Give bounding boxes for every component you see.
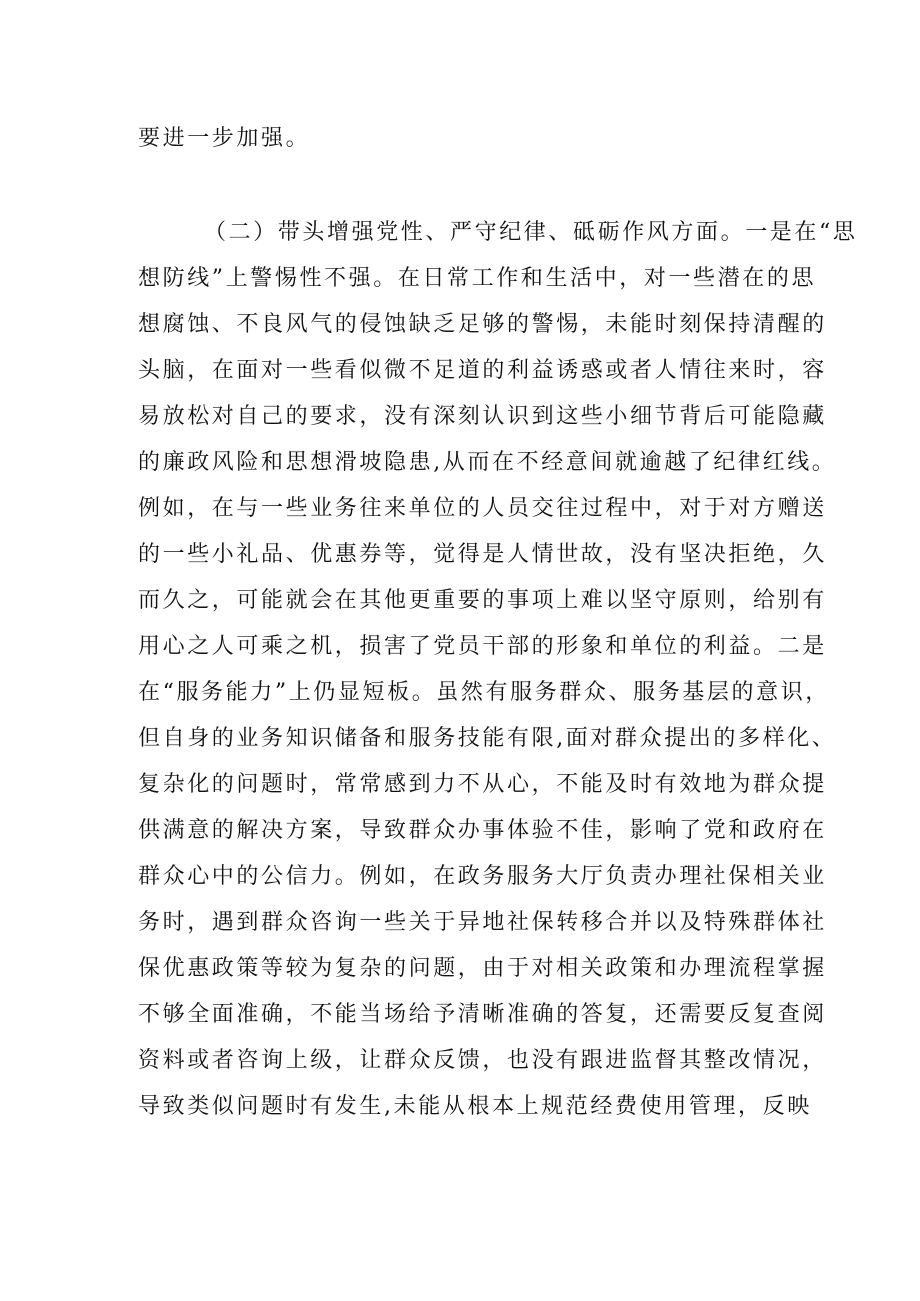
text-line: 群众心中的公信力。例如，在政务服务大厅负责办理社保相关业 [138,864,827,889]
paragraph-discipline-section [138,210,858,1130]
text-line: （二）带头增强党性、严守纪律、砥砺作风方面。一是在“思 [204,220,858,245]
paragraph-continuation [138,116,798,162]
text-line: 而久之，可能就会在其他更重要的事项上难以坚守原则，给别有 [138,588,827,613]
text-line: 不够全面准确，不能当场给予清晰准确的答复，还需要反复查阅 [138,1002,827,1027]
text-line: 要进一步加强。 [138,126,311,151]
text-line: 复杂化的问题时，常常感到力不从心，不能及时有效地为群众提 [138,772,827,797]
text-line: 在“服务能力”上仍显短板。虽然有服务群众、服务基层的意识， [138,680,830,705]
text-line: 的廉政风险和思想滑坡隐患,从而在不经意间就逾越了纪律红线。 [138,450,837,475]
text-line: 务时，遇到群众咨询一些关于异地社保转移合并以及特殊群体社 [138,910,827,935]
text-line: 供满意的解决方案，导致群众办事体验不佳，影响了党和政府在 [138,818,827,843]
text-line: 但自身的业务知识储备和服务技能有限,面对群众提出的多样化、 [138,726,837,751]
text-line: 资料或者咨询上级，让群众反馈，也没有跟进监督其整改情况， [138,1048,827,1073]
text-line: 想腐蚀、不良风气的侵蚀缺乏足够的警惕，未能时刻保持清醒的 [138,312,827,337]
text-line: 头脑，在面对一些看似微不足道的利益诱惑或者人情往来时，容 [138,358,827,383]
text-line: 保优惠政策等较为复杂的问题，由于对相关政策和办理流程掌握 [138,956,827,981]
text-line: 用心之人可乘之机，损害了党员干部的形象和单位的利益。二是 [138,634,827,659]
text-line: 的一些小礼品、优惠券等，觉得是人情世故，没有坚决拒绝，久 [138,542,827,567]
text-line: 易放松对自己的要求，没有深刻认识到这些小细节背后可能隐藏 [138,404,827,429]
text-line: 导致类似问题时有发生,未能从根本上规范经费使用管理，反映 [138,1094,812,1119]
text-line: 想防线”上警惕性不强。在日常工作和生活中，对一些潜在的思 [138,266,817,291]
text-line: 例如，在与一些业务往来单位的人员交往过程中，对于对方赠送 [138,496,827,521]
